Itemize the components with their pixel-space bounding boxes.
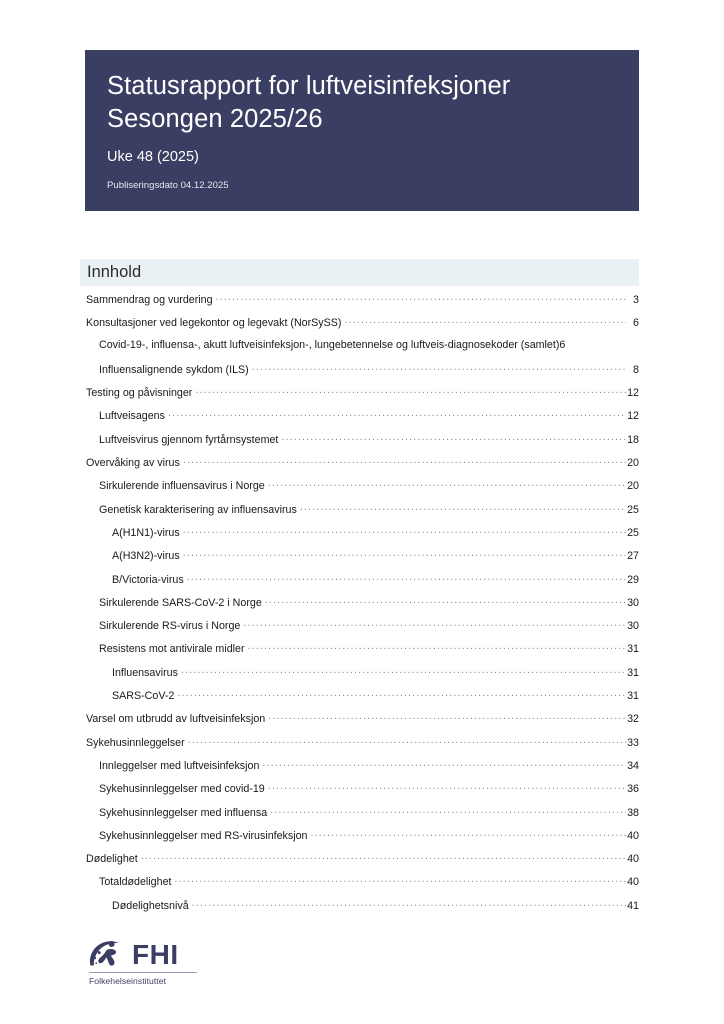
fhi-wordmark: FHI <box>132 939 179 970</box>
toc-dot-leader <box>177 688 626 699</box>
toc-entry-label: Varsel om utbrudd av luftveisinfeksjon <box>86 713 266 726</box>
toc-entry-page-number: 31 <box>627 643 639 656</box>
fhi-logo-divider <box>89 972 197 973</box>
toc-entry[interactable] <box>86 828 639 851</box>
toc-entry-label: Sirkulerende SARS-CoV-2 i Norge <box>99 596 262 609</box>
toc-entry-label: Sirkulerende influensavirus i Norge <box>99 480 265 493</box>
toc-entry-page-number: 18 <box>627 433 639 446</box>
toc-entry[interactable] <box>86 408 639 431</box>
toc-entry-page-number: 20 <box>627 480 639 493</box>
toc-entry-label: Influensavirus <box>112 666 178 679</box>
toc-entry[interactable] <box>86 851 639 874</box>
toc-entry-page-number: 41 <box>627 899 639 912</box>
toc-dot-leader <box>216 292 626 303</box>
toc-dot-leader <box>192 898 626 909</box>
document-publication-date: Publiseringsdato 04.12.2025 <box>107 180 229 191</box>
document-title-line-2: Sesongen 2025/26 <box>107 105 323 133</box>
toc-entry[interactable] <box>86 758 639 781</box>
toc-entry[interactable] <box>86 548 639 571</box>
toc-entry-label: Luftveisagens <box>99 410 165 423</box>
toc-entry[interactable] <box>86 572 639 595</box>
toc-dot-leader <box>168 408 626 419</box>
toc-entry-page-number: 3 <box>633 294 639 306</box>
toc-entry-label: Innleggelser med luftveisinfeksjon <box>99 759 260 772</box>
toc-entry-page-number: 30 <box>627 596 639 609</box>
toc-entry-label: Sykehusinnleggelser med RS-virusinfeksjon <box>99 829 308 842</box>
toc-entry-label: Sirkulerende RS-virus i Norge <box>99 620 241 633</box>
toc-entry-page-number: 40 <box>627 829 639 842</box>
toc-entry-label: Covid-19-, influensa-, akutt luftveisinfeksjon-, lungebetennelse og luftveis-diagnosekoder (samlet) <box>99 338 560 351</box>
toc-entry[interactable] <box>86 315 639 338</box>
table-of-contents <box>86 292 639 921</box>
toc-entry-label: Sammendrag og vurdering <box>86 294 213 306</box>
toc-entry[interactable] <box>86 641 639 664</box>
toc-dot-leader <box>281 432 626 443</box>
toc-entry-page-number: 32 <box>627 713 639 726</box>
toc-entry[interactable] <box>86 711 639 734</box>
toc-entry-label: Sykehusinnleggelser <box>86 736 185 749</box>
toc-dot-leader <box>183 548 626 559</box>
toc-entry[interactable] <box>86 362 639 385</box>
toc-entry[interactable] <box>86 618 639 641</box>
toc-entry-page-number: 40 <box>627 853 639 866</box>
toc-dot-leader <box>183 455 626 466</box>
toc-entry[interactable] <box>86 478 639 501</box>
toc-entry[interactable] <box>86 874 639 897</box>
toc-entry-page-number: 31 <box>627 690 639 703</box>
toc-entry-label: Resistens mot antivirale midler <box>99 643 245 656</box>
toc-dot-leader <box>344 315 626 326</box>
toc-dot-leader <box>187 572 626 583</box>
toc-dot-leader <box>268 711 626 722</box>
toc-entry[interactable] <box>86 339 639 362</box>
toc-dot-leader <box>270 805 626 816</box>
toc-entry-page-number: 12 <box>627 387 639 400</box>
toc-dot-leader <box>141 851 626 862</box>
toc-entry-page-number: 30 <box>627 620 639 633</box>
toc-entry-page-number: 40 <box>627 876 639 889</box>
toc-dot-leader <box>174 874 626 885</box>
toc-entry[interactable] <box>86 688 639 711</box>
toc-dot-leader <box>195 385 626 396</box>
toc-entry-page-number: 20 <box>627 457 639 470</box>
toc-entry[interactable] <box>86 805 639 828</box>
toc-dot-leader <box>300 502 626 513</box>
toc-entry[interactable] <box>86 502 639 525</box>
toc-dot-leader <box>311 828 626 839</box>
toc-entry-label: Genetisk karakterisering av influensavirus <box>99 503 297 516</box>
toc-heading-band <box>80 259 639 286</box>
toc-heading-label: Innhold <box>87 263 142 281</box>
toc-entry-label: A(H3N2)-virus <box>112 550 180 563</box>
toc-entry-page-number: 6 <box>633 317 639 330</box>
toc-entry-page-number: 8 <box>633 363 639 376</box>
toc-entry[interactable] <box>86 781 639 804</box>
toc-entry-label: Dødelighet <box>86 853 138 866</box>
toc-entry[interactable] <box>86 595 639 618</box>
toc-dot-leader <box>243 618 626 629</box>
toc-entry[interactable] <box>86 292 639 315</box>
document-title-line-1: Statusrapport for luftveisinfeksjoner <box>107 72 511 100</box>
toc-entry-label: A(H1N1)-virus <box>112 526 180 539</box>
toc-dot-leader <box>248 641 626 652</box>
toc-dot-leader <box>268 781 626 792</box>
toc-dot-leader <box>181 665 626 676</box>
toc-entry-label: Influensalignende sykdom (ILS) <box>99 363 249 376</box>
toc-entry-page-number: 38 <box>627 806 639 819</box>
fhi-emblem-icon <box>87 938 133 972</box>
toc-dot-leader <box>188 735 626 746</box>
toc-entry-label: B/Victoria-virus <box>112 573 184 586</box>
toc-entry[interactable] <box>86 455 639 478</box>
toc-entry-page-number: 25 <box>627 526 639 539</box>
toc-entry-label: Dødelighetsnivå <box>112 899 189 912</box>
toc-entry-page-number: 25 <box>627 503 639 516</box>
toc-entry-label: Sykehusinnleggelser med covid-19 <box>99 783 265 796</box>
toc-entry-label: Totaldødelighet <box>99 876 172 889</box>
toc-entry-page-number: 12 <box>627 410 639 423</box>
toc-dot-leader <box>183 525 626 536</box>
toc-entry[interactable] <box>86 665 639 688</box>
fhi-logo-subtitle: Folkehelseinstituttet <box>89 976 167 986</box>
toc-entry-label: Konsultasjoner ved legekontor og legevakt (NorSySS) <box>86 317 342 330</box>
toc-entry-label: SARS-CoV-2 <box>112 690 175 703</box>
toc-entry[interactable] <box>86 735 639 758</box>
fhi-logo <box>87 938 199 990</box>
toc-entry[interactable] <box>86 432 639 455</box>
toc-entry-page-number: 29 <box>627 573 639 586</box>
toc-entry-page-number: 34 <box>627 759 639 772</box>
toc-dot-leader <box>268 478 626 489</box>
toc-entry[interactable] <box>86 385 639 408</box>
toc-dot-leader <box>262 758 626 769</box>
toc-entry-page-number: 27 <box>627 550 639 563</box>
toc-entry-label: Overvåking av virus <box>86 457 180 470</box>
toc-entry-label: Sykehusinnleggelser med influensa <box>99 806 268 819</box>
toc-entry-label: Testing og påvisninger <box>86 387 193 400</box>
toc-entry-page-number: 33 <box>627 736 639 749</box>
toc-entry-page-number: 31 <box>627 666 639 679</box>
toc-entry[interactable] <box>86 525 639 548</box>
toc-dot-leader <box>265 595 626 606</box>
toc-dot-leader <box>252 362 626 373</box>
toc-entry-label: Luftveisvirus gjennom fyrtårnsystemet <box>99 433 279 446</box>
toc-entry-page-number: 36 <box>627 783 639 796</box>
document-subtitle-week: Uke 48 (2025) <box>107 149 199 165</box>
toc-entry[interactable] <box>86 898 639 921</box>
document-header-banner <box>85 50 639 211</box>
toc-entry-page-number: 6 <box>559 338 566 351</box>
